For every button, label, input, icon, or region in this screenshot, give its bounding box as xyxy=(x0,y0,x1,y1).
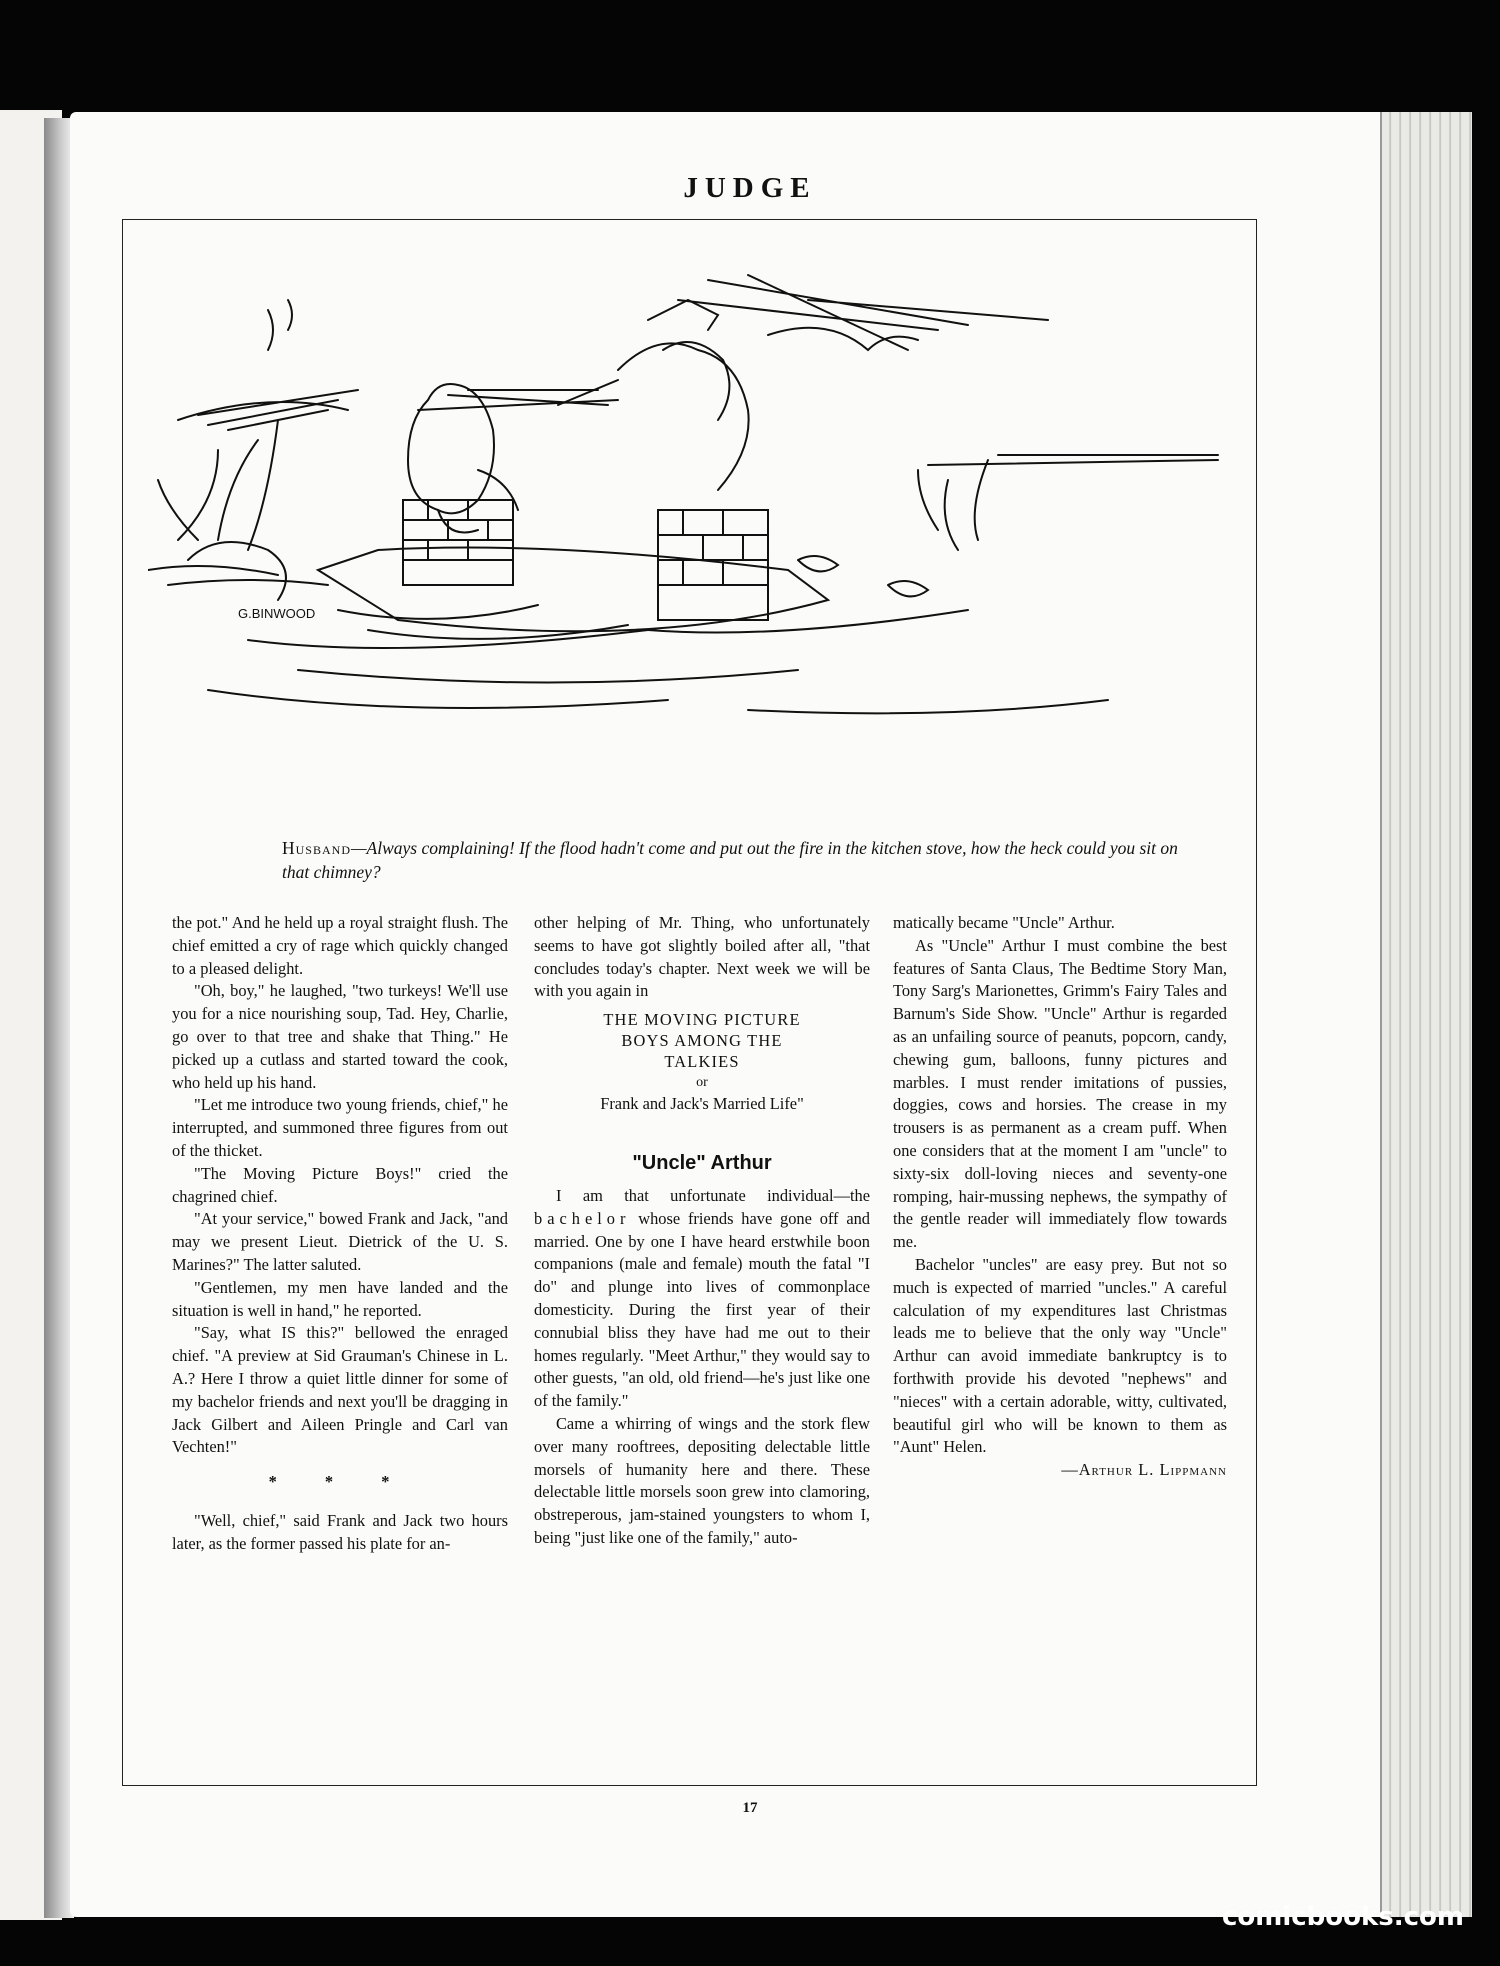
text-column-2 xyxy=(534,912,870,1550)
cartoon-caption xyxy=(282,836,1182,884)
site-watermark: comicbooks.com xyxy=(1221,1902,1464,1932)
page-number: 17 xyxy=(742,1800,758,1816)
next-title-or: or xyxy=(696,1075,708,1091)
next-chapter-title xyxy=(534,1009,870,1114)
text-run: I am that unfortunate individual—the xyxy=(556,1185,870,1205)
paragraph: other helping of Mr. Thing, who unfortunately seems to have got slightly boiled after all, "that concludes today's chapter. Next week we will be with you again in xyxy=(534,913,870,1001)
text-run: whose friends have gone off and married. One by one I have heard erstwhile boon companions (male and female) mouth the fatal "I do" and plunge into lives of commonplace domesticity. During the first year of their connubial bliss they have had me out to their homes regularly. "Meet Arthur," they would say to other guests, "an old, old friend—he's just like one of the family." xyxy=(534,1208,870,1411)
paragraph: "Say, what IS this?" bellowed the enraged chief. "A preview at Sid Grauman's Chinese in L. A.? Here I throw a quiet little dinner for some of my bachelor friends and next you'll be dragging in Jack Gilbert and Aileen Pringle and Carl van Vechten!" xyxy=(172,1323,508,1457)
article-title: "Uncle" Arthur xyxy=(632,1152,772,1175)
caption-speaker: Husband xyxy=(282,838,351,858)
text-column-3 xyxy=(893,912,1227,1482)
paragraph xyxy=(534,1185,870,1413)
paragraph: the pot." And he held up a royal straight flush. The chief emitted a cry of rage which quickly changed to a pleased delight. xyxy=(172,913,508,978)
paragraph: "Gentlemen, my men have landed and the situation is well in hand," he reported. xyxy=(172,1277,508,1320)
masthead: JUDGE xyxy=(683,172,817,204)
caption-text: —Always complaining! If the flood hadn't come and put out the fire in the kitchen stove, how the heck could you sit on that chimney? xyxy=(282,838,1178,882)
next-title-subtitle: Frank and Jack's Married Life" xyxy=(600,1094,804,1114)
next-title-line: BOYS AMONG THE xyxy=(621,1031,783,1051)
artist-signature: G.BINWOOD xyxy=(238,606,316,621)
paragraph: "At your service," bowed Frank and Jack, "and may we present Lieut. Dietrick of the U. S. Marines?" The latter saluted. xyxy=(172,1209,508,1274)
paragraph: "Let me introduce two young friends, chief," he interrupted, and summoned three figures from out of the thicket. xyxy=(172,1095,508,1160)
next-title-line: TALKIES xyxy=(664,1052,740,1072)
section-break-stars: * * * xyxy=(268,1472,412,1492)
paragraph: As "Uncle" Arthur I must combine the best features of Santa Claus, The Bedtime Story Man, Tony Sarg's Marionettes, Grimm's Fairy Tales and Barnum's Side Show. "Uncle" Arthur is regarded as an unfailing source of peanuts, popcorn, candy, chewing gum, balloons, funny pictures and marbles. I must render imitations of pussies, doggies, cows and horsies. The crease in my trousers is as permanent as a cream puff. When one considers that at the moment I am "uncle" to sixty-six doll-loving nieces and seventy-one romping, hair-mussing nephews, the sympathy of the gentle reader will immediately flow towards me. xyxy=(893,935,1227,1252)
paragraph: Bachelor "uncles" are easy prey. But not so much is expected of married "uncles." A careful calculation of my expenditures last Christmas leads me to believe that the only way "Uncle" Arthur can avoid immediate bankruptcy is to forthwith provide his devoted "nephews" and "nieces" with a certain adorable, witty, cultivated, beautiful girl who will be known to them as "Aunt" Helen. xyxy=(893,1254,1227,1457)
page-stack-edges xyxy=(1380,112,1472,1917)
paragraph: "Well, chief," said Frank and Jack two hours later, as the former passed his plate for an- xyxy=(172,1510,508,1553)
paragraph: "The Moving Picture Boys!" cried the chagrined chief. xyxy=(172,1163,508,1206)
text-column-1 xyxy=(172,912,508,1556)
spaced-word: bachelor xyxy=(534,1208,631,1228)
author-byline: —Arthur L. Lippmann xyxy=(1061,1460,1227,1480)
paragraph: Came a whirring of wings and the stork flew over many rooftrees, depositing delectable little morsels of humanity here and there. These delectable little morsels soon grew into clamoring, obstreperous, jam-stained youngsters to whom I, being "just like one of the family," auto- xyxy=(534,1413,870,1547)
paragraph: matically became "Uncle" Arthur. xyxy=(893,913,1115,932)
next-title-line: THE MOVING PICTURE xyxy=(603,1010,801,1030)
flood-cartoon-illustration xyxy=(148,240,1238,820)
paragraph: "Oh, boy," he laughed, "two turkeys! We'll use you for a nice nourishing soup, Tad. Hey, Charlie, go over to that tree and shake that Thing." He picked up a cutlass and started toward the cook, who held up his hand. xyxy=(172,981,508,1092)
